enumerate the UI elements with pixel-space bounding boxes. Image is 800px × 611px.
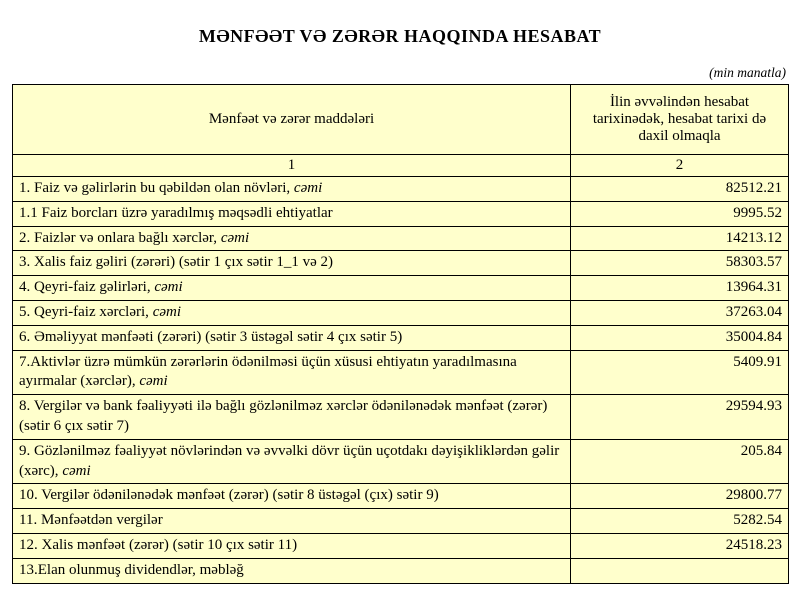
row-label: 10. Vergilər ödənilənədək mənfəət (zərər) (sətir 8 üstəgəl (çıx) sətir 9) [13, 484, 571, 509]
row-value: 5282.54 [571, 509, 789, 534]
unit-note: (min manatla) [709, 65, 786, 80]
row-label: 1. Faiz və gəlirlərin bu qəbildən olan növləri, cəmi [13, 177, 571, 202]
row-label: 9. Gözlənilməz fəaliyyət növlərindən və əvvəlki dövr üçün uçotdakı dəyişikliklərdən gəlir (xərc), cəmi [13, 439, 571, 484]
table-row [13, 201, 789, 226]
table-row [13, 325, 789, 350]
row-value: 24518.23 [571, 533, 789, 558]
row-label: 2. Faizlər və onlara bağlı xərclər, cəmi [13, 226, 571, 251]
row-label: 12. Xalis mənfəət (zərər) (sətir 10 çıx sətir 11) [13, 533, 571, 558]
table-row [13, 533, 789, 558]
row-value: 37263.04 [571, 300, 789, 325]
table-row [13, 558, 789, 583]
table-row [13, 251, 789, 276]
table-body [13, 177, 789, 584]
row-label: 1.1 Faiz borcları üzrə yaradılmış məqsədli ehtiyatlar [13, 201, 571, 226]
table-row [13, 177, 789, 202]
row-value: 82512.21 [571, 177, 789, 202]
column-number-2: 2 [571, 155, 789, 177]
row-value: 29800.77 [571, 484, 789, 509]
table-header-row [13, 85, 789, 155]
row-value: 58303.57 [571, 251, 789, 276]
table-row [13, 350, 789, 395]
table-row [13, 300, 789, 325]
row-label: 3. Xalis faiz gəliri (zərəri) (sətir 1 çıx sətir 1_1 və 2) [13, 251, 571, 276]
row-value: 13964.31 [571, 276, 789, 301]
row-value: 5409.91 [571, 350, 789, 395]
row-label: 7.Aktivlər üzrə mümkün zərərlərin ödənilməsi üçün xüsusi ehtiyatın yaradılmasına ayırmalar (xərclər), cəmi [13, 350, 571, 395]
table-row [13, 276, 789, 301]
row-value: 9995.52 [571, 201, 789, 226]
row-value: 14213.12 [571, 226, 789, 251]
table-row [13, 509, 789, 534]
header-items-label: Mənfəət və zərər maddələri [13, 85, 571, 155]
table-colnum-row [13, 155, 789, 177]
page-title: MƏNFƏƏT VƏ ZƏRƏR HAQQINDA HESABAT [198, 26, 602, 46]
column-number-1: 1 [13, 155, 571, 177]
row-label: 11. Mənfəətdən vergilər [13, 509, 571, 534]
row-label: 5. Qeyri-faiz xərcləri, cəmi [13, 300, 571, 325]
table-row [13, 484, 789, 509]
row-label: 8. Vergilər və bank fəaliyyəti ilə bağlı gözlənilməz xərclər ödənilənədək mənfəət (zərər) (sətir 6 çıx sətir 7) [13, 395, 571, 440]
row-label: 13.Elan olunmuş dividendlər, məbləğ [13, 558, 571, 583]
profit-loss-table [12, 84, 789, 584]
table-row [13, 395, 789, 440]
row-value [571, 558, 789, 583]
row-label: 4. Qeyri-faiz gəlirləri, cəmi [13, 276, 571, 301]
table-row [13, 226, 789, 251]
row-value: 29594.93 [571, 395, 789, 440]
row-value: 35004.84 [571, 325, 789, 350]
table-row [13, 439, 789, 484]
header-period-label: İlin əvvəlindən hesabat tarixinədək, hesabat tarixi də daxil olmaqla [571, 85, 789, 155]
row-label: 6. Əməliyyat mənfəəti (zərəri) (sətir 3 üstəgəl sətir 4 çıx sətir 5) [13, 325, 571, 350]
row-value: 205.84 [571, 439, 789, 484]
